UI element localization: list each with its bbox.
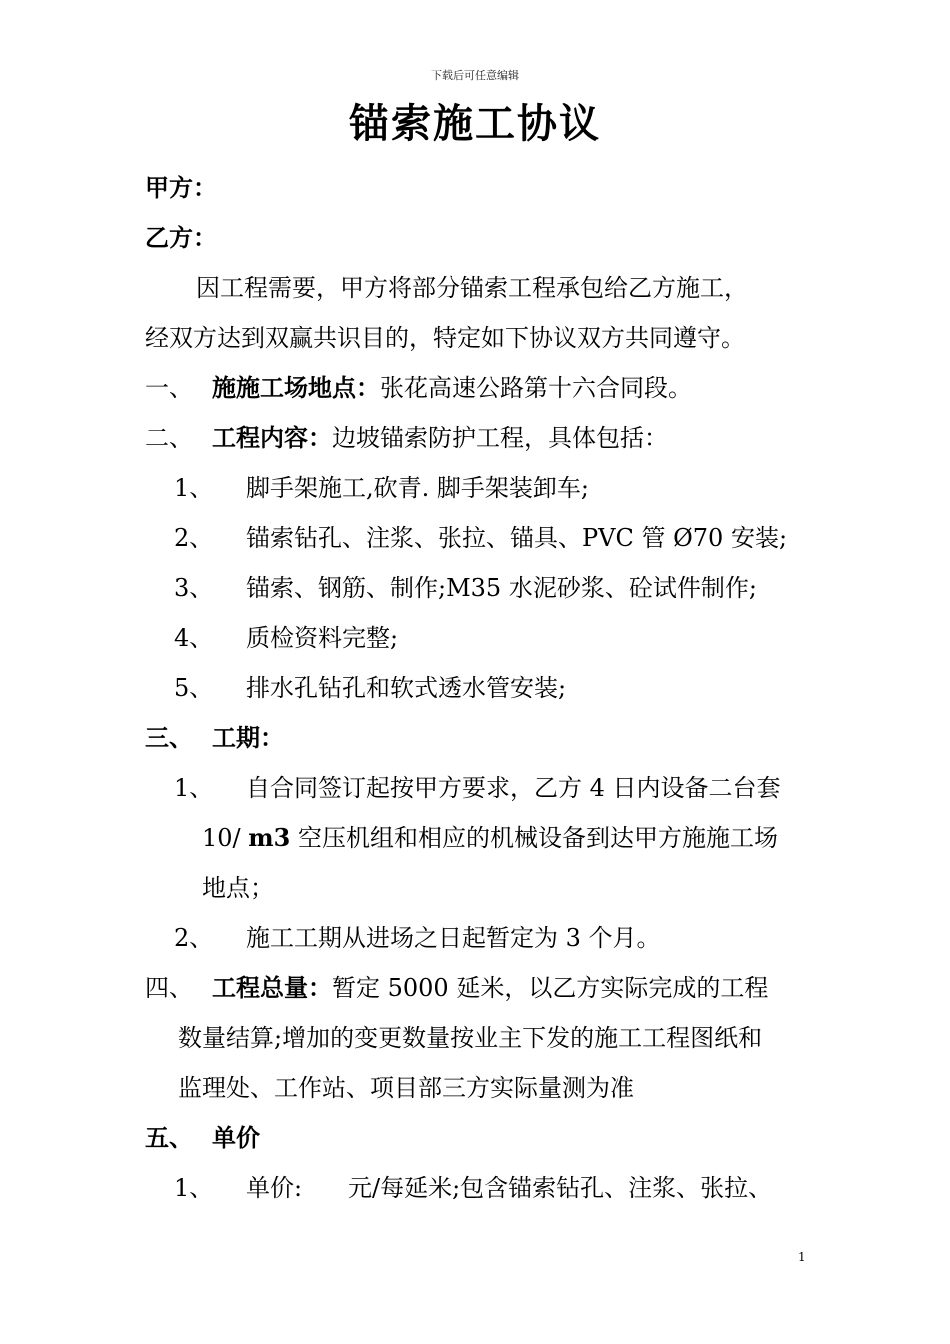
list-item-text: 质检资料完整;: [246, 624, 399, 652]
list-item-text: 脚手架施工,砍青. 脚手架装卸车;: [246, 474, 589, 502]
section-1-text: 张花高速公路第十六合同段。: [380, 374, 692, 402]
section-3-label: 工期：: [212, 723, 284, 752]
list-item-number: 4、: [174, 624, 214, 652]
section-2-body: [212, 423, 668, 453]
capacity-number: 10/: [202, 824, 249, 852]
capacity-unit: m3: [248, 823, 291, 852]
document-title: 锚索施工协议: [349, 100, 601, 147]
party-a-label: 甲方：: [145, 173, 217, 202]
page-header: 下载后可任意编辑: [431, 69, 519, 82]
section-4-text: 暂定 5000 延米，以乙方实际完成的工程: [332, 974, 769, 1002]
list-item-number: 5、: [174, 674, 214, 702]
section-1-number: 一、: [145, 374, 193, 402]
section-5-label: 单价: [212, 1123, 260, 1152]
section-5-number: 五、: [145, 1123, 193, 1152]
list-item-number: 3、: [174, 574, 214, 602]
section-4-number: 四、: [145, 974, 193, 1002]
section-3-number: 三、: [145, 723, 193, 752]
section-4-label: 工程总量：: [212, 973, 332, 1002]
capacity-text: 空压机组和相应的机械设备到达甲方施施工场: [290, 824, 778, 852]
section-4-body: [212, 973, 768, 1003]
list-item-number: 2、: [174, 524, 214, 552]
intro-line-1: 因工程需要，甲方将部分锚索工程承包给乙方施工，: [196, 274, 748, 302]
section-2-number: 二、: [145, 424, 193, 452]
section-1-body: [212, 373, 692, 403]
list-item-continuation: 地点；: [202, 874, 274, 902]
section-2-text: 边坡锚索防护工程，具体包括：: [332, 424, 668, 452]
list-item-text: 自合同签订起按甲方要求，乙方 4 日内设备二台套: [246, 774, 781, 802]
section-4-continuation: 监理处、工作站、项目部三方实际量测为准: [178, 1074, 634, 1102]
party-b-label: 乙方：: [145, 223, 217, 252]
list-item-text: 元/每延米;包含锚索钻孔、注浆、张拉、: [348, 1174, 773, 1202]
list-item-number: 1、: [174, 774, 214, 802]
list-item-text: 锚索钻孔、注浆、张拉、锚具、PVC 管 Ø70 安装;: [246, 524, 788, 552]
list-item-number: 2、: [174, 924, 214, 952]
intro-line-2: 经双方达到双赢共识目的，特定如下协议双方共同遵守。: [145, 324, 745, 352]
section-2-label: 工程内容：: [212, 423, 332, 452]
list-item-text: 排水孔钻孔和软式透水管安装;: [246, 674, 567, 702]
unit-price-label: 单价:: [246, 1174, 303, 1202]
section-1-label: 施施工场地点：: [212, 373, 380, 402]
list-item-number: 1、: [174, 474, 214, 502]
list-item-number: 1、: [174, 1174, 214, 1202]
section-4-continuation: 数量结算;增加的变更数量按业主下发的施工工程图纸和: [178, 1024, 763, 1052]
list-item-text: 施工工期从进场之日起暂定为 3 个月。: [246, 924, 661, 952]
list-item-text: 锚索、钢筋、制作;M35 水泥砂浆、砼试件制作;: [246, 574, 757, 602]
page-number: 1: [798, 1250, 806, 1264]
list-item-continuation: [202, 823, 778, 853]
